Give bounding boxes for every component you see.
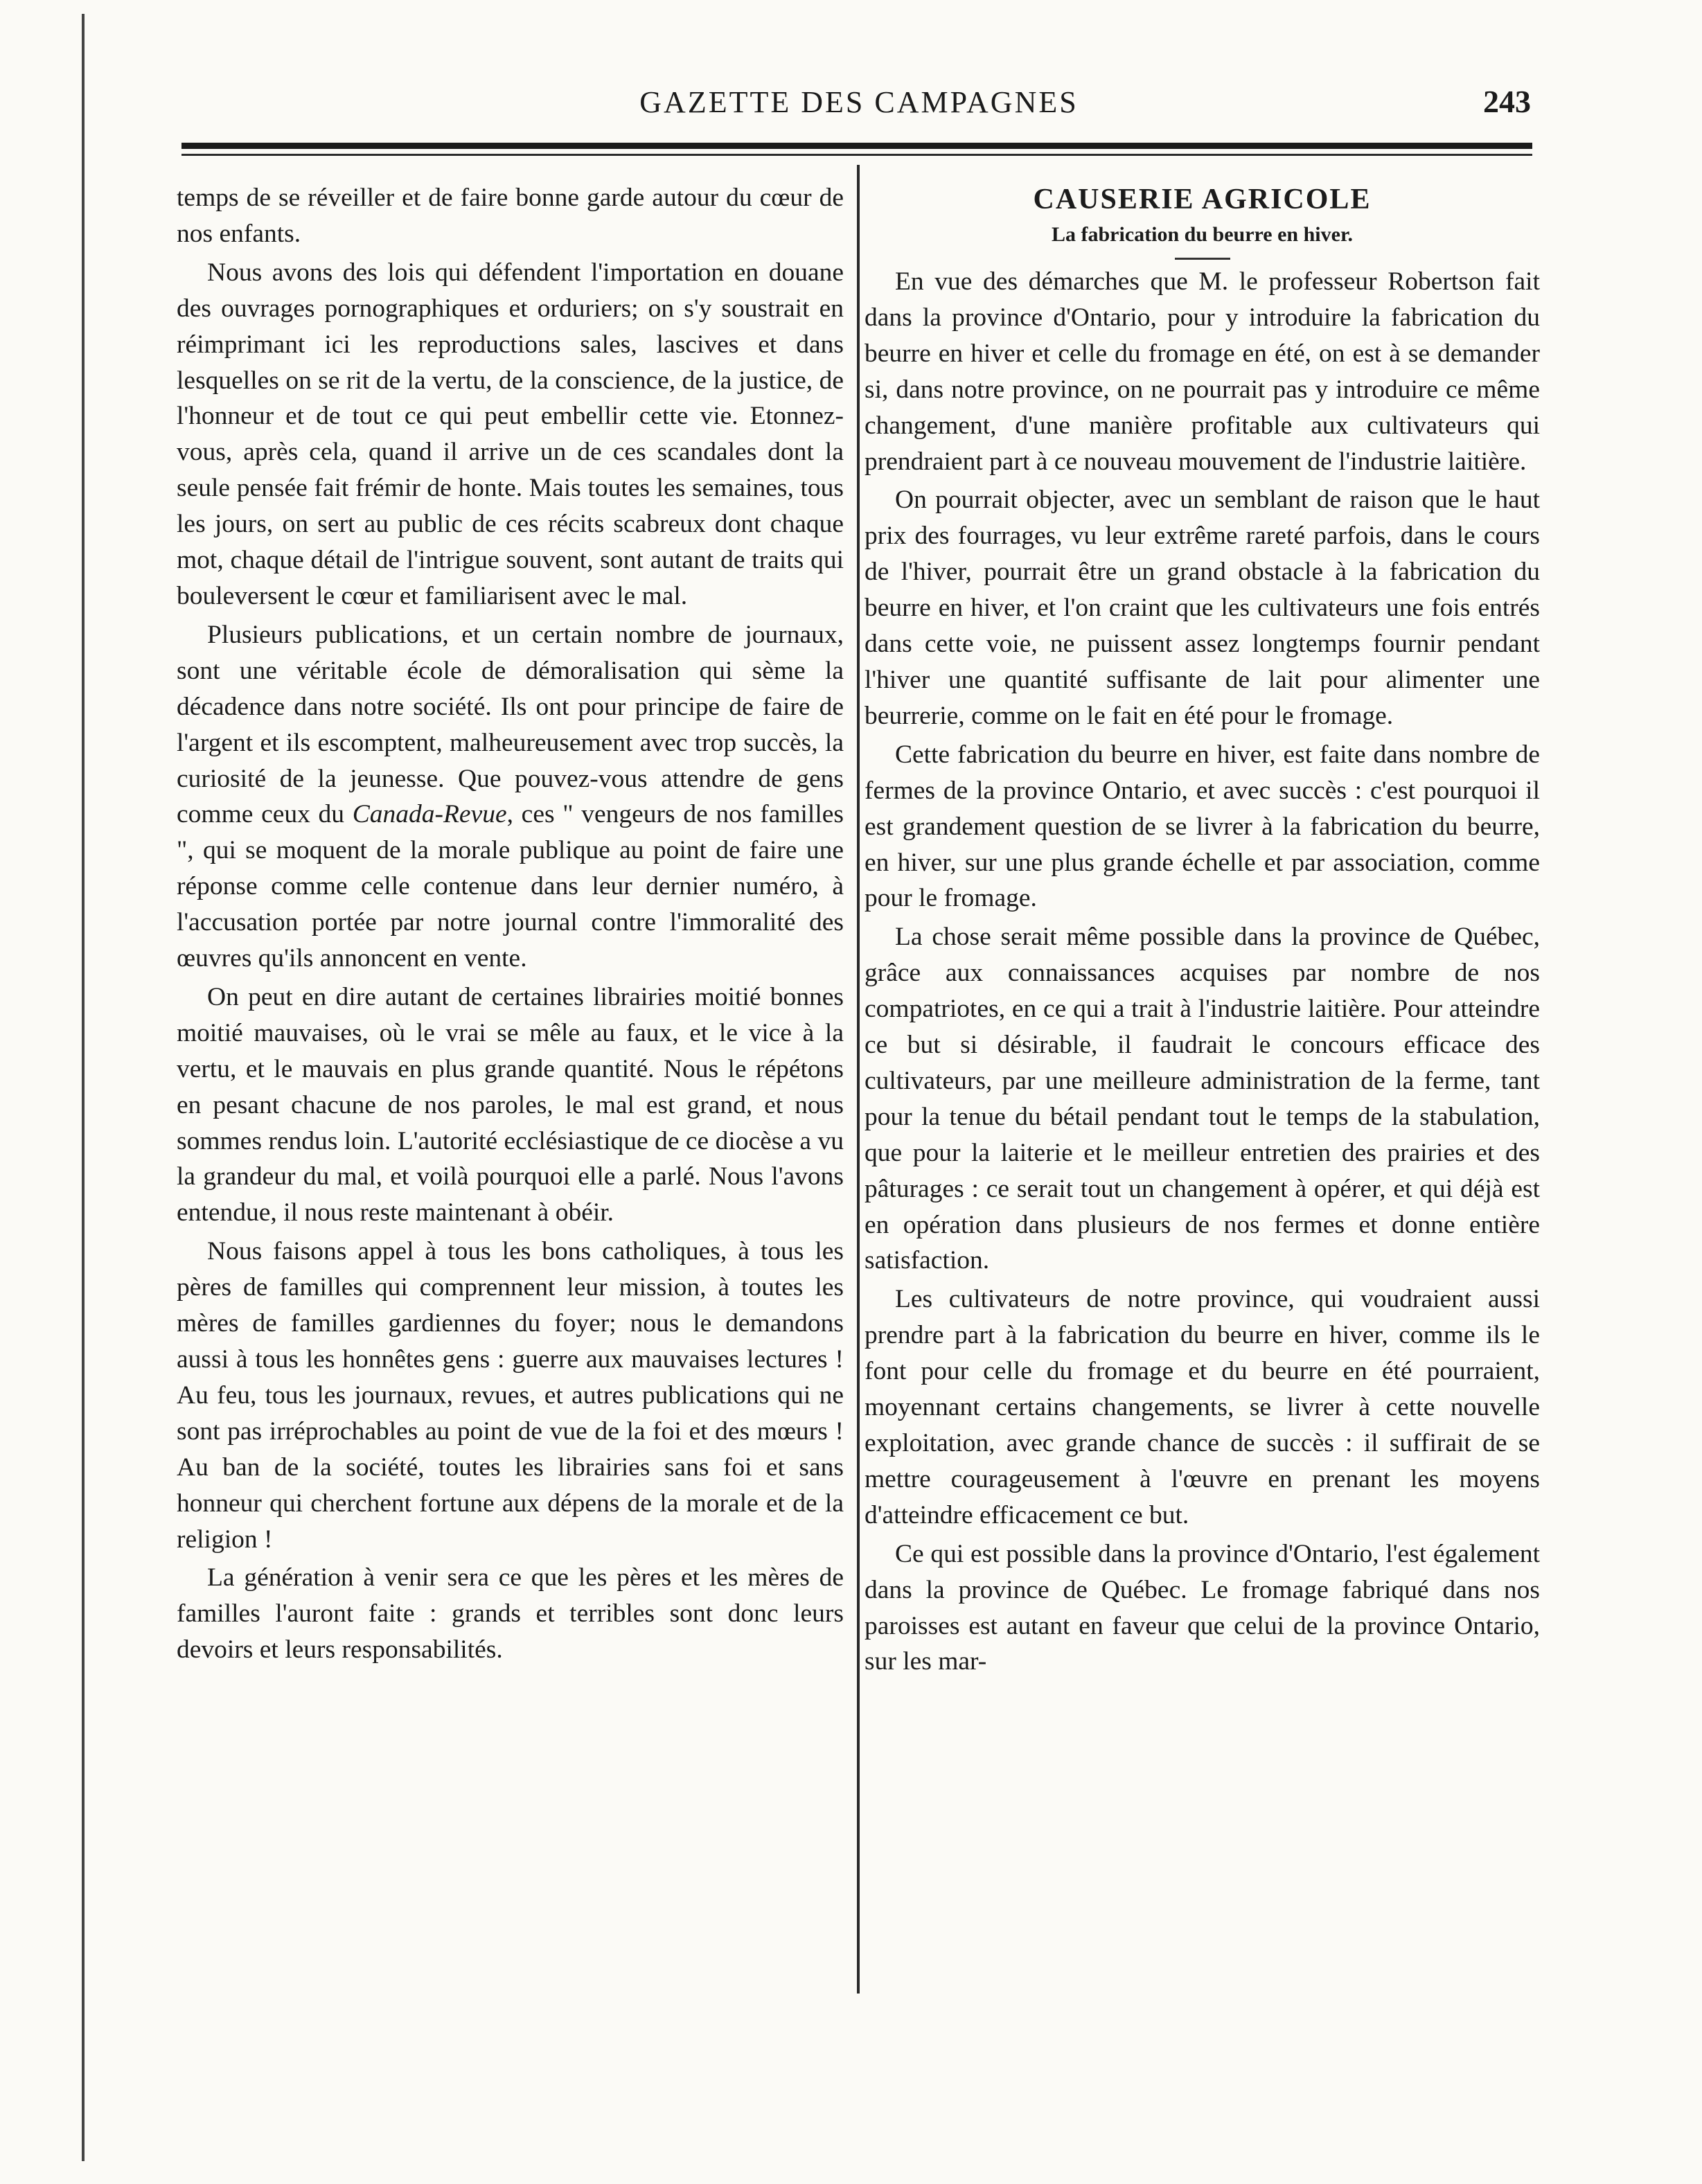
paragraph: temps de se réveiller et de faire bonne garde autour du cœur de nos enfants. bbox=[177, 184, 844, 248]
column-divider bbox=[857, 165, 860, 1994]
paragraph: Cette fabrication du beurre en hiver, est faite dans nombre de fermes de la province Ontario, et avec succès : c'est pourquoi il est grandement question de se livrer à la fabrication du beurre, en hiver, sur une plus grande échelle et par association, comme pour le fromage. bbox=[865, 740, 1540, 913]
section-rule bbox=[1175, 258, 1230, 260]
right-column bbox=[865, 180, 1540, 1683]
page-header bbox=[180, 78, 1538, 133]
paragraph: Les cultivateurs de notre province, qui voudraient aussi prendre part à la fabrication du beurre en hiver, comme ils le font pour celle du fromage et du beurre en été pourraient, moyennant certains changements, se livrer à cette nouvelle exploitation, avec grande chance de succès : il suffirait de se mettre courageusement à l'œuvre en prenant les moyens d'atteindre efficacement ce but. bbox=[865, 1285, 1540, 1529]
paragraph-text: , ces " vengeurs de nos familles ", qui se moquent de la morale publique au point de faire une réponse comme celle contenue dans leur dernier numéro, à l'accusation portée par notre journal contre l'immoralité des œuvres qu'ils annoncent en vente. bbox=[177, 800, 844, 973]
paragraph: La génération à venir sera ce que les pères et les mères de familles l'auront faite : grands et terribles sont donc leurs devoirs et leurs responsabilités. bbox=[177, 1563, 844, 1664]
paragraph: On peut en dire autant de certaines librairies moitié bonnes moitié mauvaises, où le vrai se mêle au faux, et le vice à la vertu, et le mauvais en plus grande quantité. Nous le répétons en pesant chacune de nos paroles, le mal est grand, et nous sommes rendus loin. L'autorité ecclésiastique de ce diocèse a vu la grandeur du mal, et voilà pourquoi elle a parlé. Nous l'avons entendue, il nous reste maintenant à obéir. bbox=[177, 982, 844, 1227]
header-rule bbox=[181, 143, 1532, 149]
paragraph: Ce qui est possible dans la province d'Ontario, l'est également dans la province de Québec. Le fromage fabriqué dans nos paroisses est autant en faveur que celui de la province Ontario, sur les mar- bbox=[865, 1539, 1540, 1676]
newspaper-title: GAZETTE DES CAMPAGNES bbox=[639, 85, 1079, 119]
paragraph: Nous faisons appel à tous les bons catholiques, à tous les pères de familles qui comprennent leur mission, à toutes les mères de familles gardiennes du foyer; nous le demandons aussi à tous les honnêtes gens : guerre aux mauvaises lectures ! Au feu, tous les journaux, revues, et autres publications qui ne sont pas irréprochables au point de vue de la foi et des mœurs ! Au ban de la société, toutes les librairies sans foi et sans honneur qui cherchent fortune aux dépens de la morale et de la religion ! bbox=[177, 1237, 844, 1554]
section-title: CAUSERIE AGRICOLE bbox=[1033, 184, 1372, 215]
header-rule-thin bbox=[181, 154, 1532, 156]
paragraph-text: Plusieurs publications, et un certain nombre de journaux, sont une véritable école de démoralisation qui sème la décadence dans notre société. Ils ont pour principe de faire de l'argent et ils escomptent, malheureusement avec trop succès, la curiosité de la jeunesse. Que pouvez-vous attendre de gens comme ceux du bbox=[177, 620, 844, 829]
paragraph: On pourrait objecter, avec un semblant de raison que le haut prix des fourrages, vu leur extrême rareté parfois, dans le cours de l'hiver, pourrait être un grand obstacle à la fabrication du beurre en hiver, et l'on craint que les cultivateurs une fois entrés dans cette voie, ne puissent assez longtemps fournir pendant l'hiver une quantité suffisante de lait pour alimenter une beurrerie, comme on le fait en été pour le fromage. bbox=[865, 486, 1540, 730]
paragraph: La chose serait même possible dans la province de Québec, grâce aux connaissances acquises par nombre de nos compatriotes, en ce qui a trait à l'industrie laitière. Pour atteindre ce but si désirable, il faudrait le concours efficace des cultivateurs, par une meilleure administration de la ferme, tant pour la tenue du bétail pendant tout le temps de la stabulation, que pour la laiterie et le meilleur entretien des prairies et des pâturages : ce serait tout un changement à opérer, et qui déjà est en opération dans plusieurs de nos fermes et donne entière satisfaction. bbox=[865, 923, 1540, 1275]
section-subtitle: La fabrication du beurre en hiver. bbox=[1051, 223, 1353, 246]
left-column bbox=[177, 180, 844, 1671]
paragraph bbox=[177, 617, 844, 977]
margin-line bbox=[82, 14, 85, 2161]
paragraph: Nous avons des lois qui défendent l'importation en douane des ouvrages pornographiques et orduriers; on s'y soustrait en réimprimant ici les reproductions sales, lascives et dans lesquelles on se rit de la vertu, de la conscience, de la justice, de l'honneur et de tout ce qui peut embellir cette vie. Etonnez-vous, après cela, quand il arrive un de ces scandales dont la seule pensée fait frémir de honte. Mais toutes les semaines, tous les jours, on sert au public de ces récits scabreux dont chaque mot, chaque détail de l'intrigue souvent, sont autant de traits qui bouleversent le cœur et familiarisent avec le mal. bbox=[177, 258, 844, 610]
publication-name: Canada-Revue bbox=[352, 800, 507, 829]
page-number: 243 bbox=[1483, 84, 1531, 119]
paragraph: En vue des démarches que M. le professeur Robertson fait dans la province d'Ontario, pour y introduire la fabrication du beurre en hiver et celle du fromage en été, on est à se demander si, dans notre province, on ne pourrait pas y introduire ce même changement, d'une manière profitable aux cultivateurs qui prendraient part à ce nouveau mouvement de l'industrie laitière. bbox=[865, 267, 1540, 476]
